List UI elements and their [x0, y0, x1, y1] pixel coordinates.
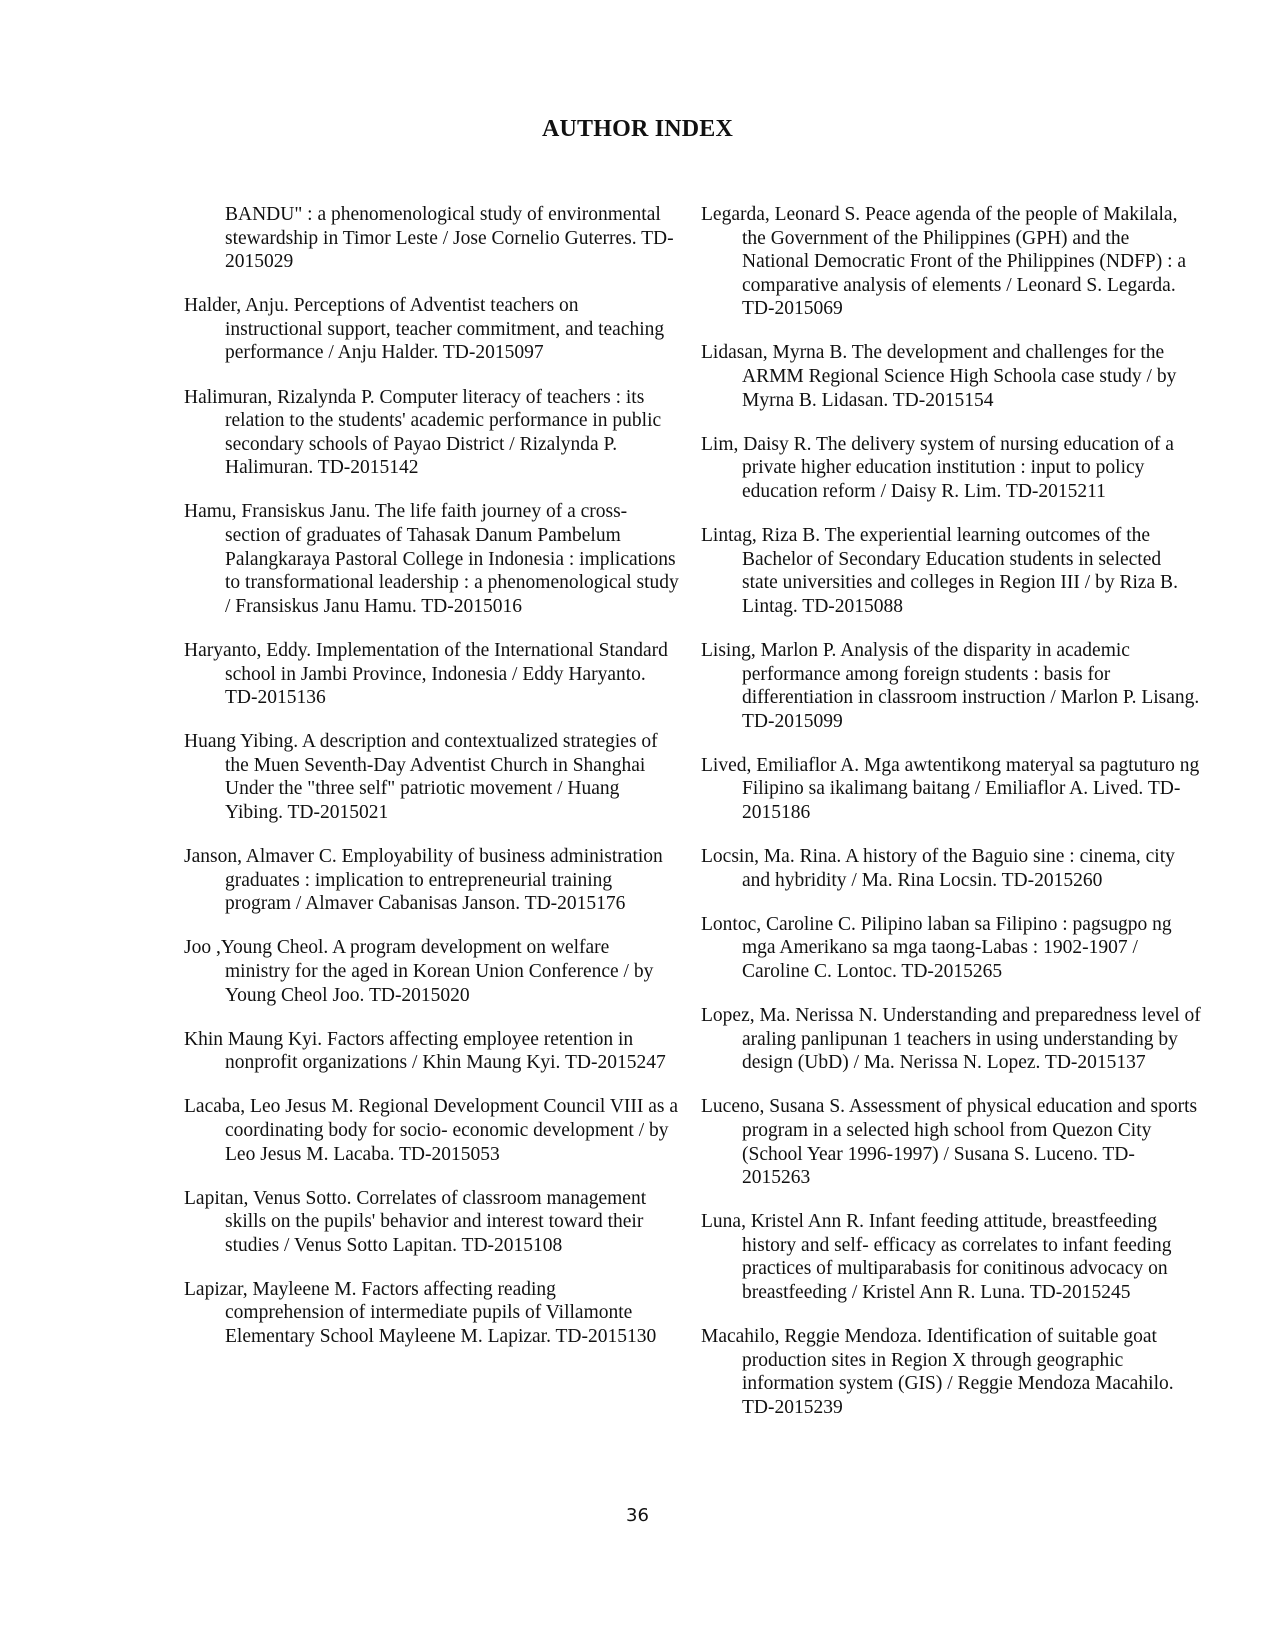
left-column: [184, 203, 679, 1369]
index-entry: Lintag, Riza B. The experiential learning outcomes of the Bachelor of Secondary Education students in selected state universities and colleges in Region III / by Riza B. Lintag. TD-2015088: [701, 525, 1178, 617]
index-entry: Lapitan, Venus Sotto. Correlates of classroom management skills on the pupils' behavior and interest toward their studies / Venus Sotto Lapitan. TD-2015108: [184, 1187, 647, 1256]
index-entry: Janson, Almaver C. Employability of business administration graduates : implication to entrepreneurial training program / Almaver Cabanisas Janson. TD-2015176: [184, 846, 663, 915]
index-entry: Lontoc, Caroline C. Pilipino laban sa Filipino : pagsugpo ng mga Amerikano sa mga taong-Labas : 1902-1907 / Caroline C. Lontoc. TD-2015265: [701, 913, 1172, 982]
index-entry: Lising, Marlon P. Analysis of the disparity in academic performance among foreign students : basis for differentiation in classroom instruction / Marlon P. Lisang. TD-2015099: [701, 639, 1200, 732]
index-entry: Macahilo, Reggie Mendoza. Identification of suitable goat production sites in Region X through geographic information system (GIS) / Reggie Mendoza Macahilo. TD-2015239: [701, 1326, 1174, 1418]
index-entry: Lacaba, Leo Jesus M. Regional Development Council VIII as a coordinating body for socio- economic development / by Leo Jesus M. Lacaba. TD-2015053: [184, 1096, 679, 1165]
index-entry: Joo ,Young Cheol. A program development on welfare ministry for the aged in Korean Union Conference / by Young Cheol Joo. TD-2015020: [184, 937, 654, 1006]
index-entry: Lim, Daisy R. The delivery system of nursing education of a private higher education institution : input to policy education reform / Daisy R. Lim. TD-2015211: [701, 433, 1174, 502]
index-entry: Locsin, Ma. Rina. A history of the Baguio sine : cinema, city and hybridity / Ma. Rina Locsin. TD-2015260: [701, 846, 1175, 891]
index-entry: Halder, Anju. Perceptions of Adventist teachers on instructional support, teacher commitment, and teaching performance / Anju Halder. TD-2015097: [184, 295, 665, 364]
right-column: [701, 203, 1201, 1440]
index-entry: Legarda, Leonard S. Peace agenda of the people of Makilala, the Government of the Philippines (GPH) and the National Democratic Front of the Philippines (NDFP) : a comparative analysis of elements / Leonard S. Legarda. TD-2015069: [701, 204, 1187, 320]
index-entry: Hamu, Fransiskus Janu. The life faith journey of a cross-section of graduates of Tahasak Danum Pambelum Palangkaraya Pastoral College in Indonesia : implications to transformational leadership : a phenomenological study / Fransiskus Janu Hamu. TD-2015016: [184, 501, 679, 617]
page-number: 36: [626, 1505, 649, 1526]
page-title: AUTHOR INDEX: [541, 116, 734, 142]
index-entry: Haryanto, Eddy. Implementation of the International Standard school in Jambi Province, Indonesia / Eddy Haryanto. TD-2015136: [184, 639, 668, 709]
index-entry: Lapizar, Mayleene M. Factors affecting reading comprehension of intermediate pupils of Villamonte Elementary School Mayleene M. Lapizar. TD-2015130: [184, 1278, 657, 1348]
index-entry: Luna, Kristel Ann R. Infant feeding attitude, breastfeeding history and self- efficacy as correlates to infant feeding practices of multiparabasis for conitinous advocacy on breastfeeding / Kristel Ann R. Luna. TD-2015245: [701, 1211, 1172, 1303]
index-entry: Lopez, Ma. Nerissa N. Understanding and preparedness level of araling panlipunan 1 teachers in using understanding by design (UbD) / Ma. Nerissa N. Lopez. TD-2015137: [701, 1005, 1201, 1074]
index-entry: BANDU" : a phenomenological study of environmental stewardship in Timor Leste / Jose Cornelio Guterres. TD-2015029: [225, 204, 674, 273]
index-entry: Halimuran, Rizalynda P. Computer literacy of teachers : its relation to the students' academic performance in public secondary schools of Payao District / Rizalynda P. Halimuran. TD-2015142: [184, 386, 662, 479]
index-entry: Khin Maung Kyi. Factors affecting employee retention in nonprofit organizations / Khin Maung Kyi. TD-2015247: [184, 1028, 666, 1074]
index-entry: Lived, Emiliaflor A. Mga awtentikong materyal sa pagtuturo ng Filipino sa ikalimang baitang / Emiliaflor A. Lived. TD-2015186: [701, 754, 1200, 823]
index-entry: Luceno, Susana S. Assessment of physical education and sports program in a selected high school from Quezon City (School Year 1996-1997) / Susana S. Luceno. TD-2015263: [701, 1096, 1198, 1189]
index-entry: Huang Yibing. A description and contextualized strategies of the Muen Seventh-Day Adventist Church in Shanghai Under the "three self" patriotic movement / Huang Yibing. TD-2015021: [184, 731, 658, 823]
index-entry: Lidasan, Myrna B. The development and challenges for the ARMM Regional Science High Schoola case study / by Myrna B. Lidasan. TD-2015154: [701, 342, 1177, 411]
